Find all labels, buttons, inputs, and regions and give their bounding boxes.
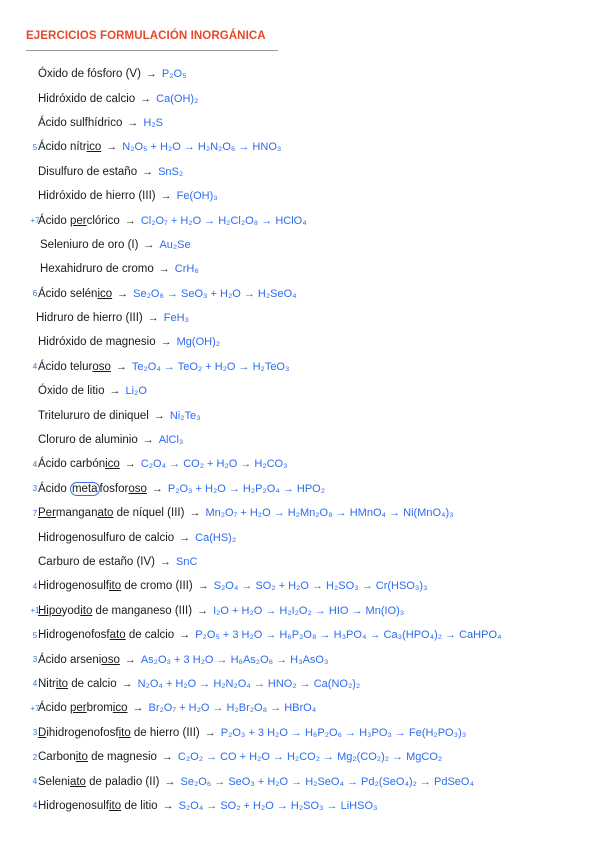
underlined-suffix: ato bbox=[109, 629, 126, 642]
exercise-row bbox=[0, 379, 601, 403]
underlined-suffix: oso bbox=[92, 360, 111, 373]
arrow-icon: → bbox=[142, 434, 154, 447]
name-text: Hidróxido de calcio bbox=[38, 92, 136, 105]
exercise-row bbox=[0, 160, 601, 184]
underlined-suffix: ito bbox=[108, 580, 122, 593]
formula-answer: Li₂O bbox=[125, 385, 147, 398]
arrow-icon: → bbox=[160, 190, 172, 203]
underlined-suffix: Hipo bbox=[38, 604, 62, 617]
arrow-icon: → bbox=[127, 116, 139, 129]
formula-answer: As₂O₃ + 3 H₂O → H₆As₂O₆ → H₃AsO₃ bbox=[140, 653, 329, 666]
name-text: Hidróxido de magnesio bbox=[38, 336, 156, 349]
compound-name bbox=[38, 117, 122, 129]
valence-note: 4 bbox=[32, 362, 38, 372]
name-text: Nitr bbox=[38, 677, 56, 690]
exercise-row bbox=[0, 721, 601, 745]
exercise-row bbox=[0, 355, 601, 379]
name-text: de manganeso (III) bbox=[92, 604, 193, 617]
arrow-icon: → bbox=[132, 702, 144, 715]
formula-answer: SnS₂ bbox=[158, 165, 184, 178]
formula-answer: S₂O₄ → SO₂ + H₂O → H₂SO₃ → Cr(HSO₃)₃ bbox=[213, 580, 428, 593]
name-text: de calcio bbox=[68, 677, 117, 690]
exercise-row bbox=[0, 477, 601, 501]
compound-name bbox=[38, 678, 117, 690]
exercise-row bbox=[0, 184, 601, 208]
valence-note: 5 bbox=[32, 630, 38, 640]
formula-answer: Ca(HS)₂ bbox=[195, 531, 237, 544]
compound-name bbox=[38, 507, 184, 519]
arrow-icon: → bbox=[164, 775, 176, 788]
underlined-suffix: ato bbox=[69, 775, 86, 788]
compound-name bbox=[38, 654, 120, 666]
name-text: Hexahidruro de cromo bbox=[40, 263, 154, 276]
arrow-icon: → bbox=[117, 287, 129, 300]
name-text: mangan bbox=[55, 507, 98, 520]
compound-name bbox=[38, 776, 159, 788]
valence-note: 2 bbox=[32, 752, 38, 762]
formula-answer: AlCl₃ bbox=[158, 434, 184, 447]
formula-answer: Te₂O₄ → TeO₂ + H₂O → H₂TeO₃ bbox=[131, 360, 290, 373]
name-text: de paladio (II) bbox=[85, 775, 160, 788]
arrow-icon: → bbox=[179, 531, 191, 544]
formula-answer: C₂O₂ → CO + H₂O → H₂CO₂ → Mg₂(CO₂)₂ → MgCO₂ bbox=[177, 751, 443, 764]
exercise-row bbox=[0, 86, 601, 110]
compound-name bbox=[38, 580, 193, 592]
valence-note: +7 bbox=[30, 216, 40, 226]
formula-answer: N₂O₄ + H₂O → H₂N₂O₄ → HNO₂ → Ca(NO₂)₂ bbox=[137, 677, 361, 690]
arrow-icon: → bbox=[143, 238, 155, 251]
name-text: de calcio bbox=[125, 629, 175, 642]
name-text: Carbon bbox=[38, 751, 76, 764]
arrow-icon: → bbox=[142, 165, 154, 178]
underlined-suffix: ico bbox=[86, 141, 102, 154]
valence-note: 4 bbox=[32, 459, 38, 469]
name-text: de cromo (III) bbox=[121, 580, 193, 593]
valence-note: +7 bbox=[30, 703, 40, 713]
name-text: Óxido de fósforo (V) bbox=[38, 68, 141, 81]
exercise-row bbox=[0, 672, 601, 696]
underlined-suffix: oso bbox=[101, 653, 120, 666]
name-text: Seleni bbox=[38, 775, 70, 788]
valence-note: 4 bbox=[32, 801, 38, 811]
compound-name bbox=[40, 263, 154, 275]
name-text: de níquel (III) bbox=[113, 507, 185, 520]
valence-note: 5 bbox=[32, 142, 38, 152]
compound-name bbox=[40, 239, 138, 251]
arrow-icon: → bbox=[106, 141, 118, 154]
formula-answer: SnC bbox=[175, 556, 198, 568]
underlined-suffix: ito bbox=[75, 751, 88, 764]
compound-name bbox=[38, 800, 158, 812]
name-text: Hidrogenosulf bbox=[38, 580, 109, 593]
exercise-row bbox=[0, 403, 601, 427]
compound-name bbox=[38, 190, 156, 202]
exercise-row bbox=[0, 696, 601, 720]
name-text: Ácido bbox=[38, 702, 70, 715]
compound-name bbox=[38, 141, 101, 153]
arrow-icon: → bbox=[179, 629, 191, 642]
name-text: de litio bbox=[121, 799, 158, 812]
name-text: Ácido bbox=[38, 482, 70, 495]
formula-answer: Mg(OH)₂ bbox=[176, 336, 221, 349]
arrow-icon: → bbox=[204, 726, 216, 739]
formula-answer: P₂O₃ + H₂O → H₂P₂O₄ → HPO₂ bbox=[167, 482, 326, 495]
compound-name bbox=[38, 434, 138, 446]
arrow-icon: → bbox=[197, 604, 209, 617]
arrow-icon: → bbox=[153, 409, 165, 422]
arrow-icon: → bbox=[197, 580, 209, 593]
name-text: fosf bbox=[91, 629, 110, 642]
underlined-suffix: ito bbox=[108, 799, 122, 812]
compound-name bbox=[38, 215, 120, 227]
name-text: Ácido nítr bbox=[38, 141, 87, 154]
compound-name bbox=[38, 410, 149, 422]
underlined-suffix: D bbox=[38, 726, 47, 739]
name-text: de hierro (III) bbox=[130, 726, 200, 739]
formula-answer: Cl₂O₇ + H₂O → H₂Cl₂O₈ → HClO₄ bbox=[140, 214, 307, 227]
underlined-suffix: ito bbox=[80, 604, 93, 617]
name-text: Cloruro de aluminio bbox=[38, 434, 138, 447]
name-text: Hidrogeno bbox=[38, 629, 92, 642]
valence-note: +1 bbox=[30, 606, 40, 616]
exercise-row bbox=[0, 550, 601, 574]
formula-answer: Se₂O₆ → SeO₃ + H₂O → H₂SeO₄ → Pd₂(SeO₄)₂ → PdSeO₄ bbox=[180, 775, 474, 788]
underlined-suffix: per bbox=[69, 214, 87, 227]
arrow-icon: → bbox=[159, 556, 171, 568]
formula-answer: Mn₂O₇ + H₂O → H₂Mn₂O₈ → HMnO₄ → Ni(MnO₄)₃ bbox=[205, 507, 454, 520]
underlined-suffix: ico bbox=[97, 287, 113, 300]
underlined-suffix: ato bbox=[97, 507, 114, 520]
exercise-row bbox=[0, 745, 601, 769]
name-text: Seleniuro de oro (I) bbox=[40, 238, 139, 251]
formula-answer: P₂O₅ + 3 H₂O → H₆P₂O₈ → H₃PO₄ → Ca₃(HPO₄)₂ → CaHPO₄ bbox=[195, 629, 502, 642]
formula-answer: Se₂O₆ → SeO₃ + H₂O → H₂SeO₄ bbox=[133, 287, 297, 300]
exercise-row bbox=[0, 794, 601, 818]
arrow-icon: → bbox=[109, 385, 121, 398]
compound-name bbox=[38, 556, 155, 568]
arrow-icon: → bbox=[160, 336, 172, 349]
valence-note: 4 bbox=[32, 581, 38, 591]
formula-answer: Au₂Se bbox=[159, 238, 191, 251]
name-text: ihidrogenofosf bbox=[46, 726, 119, 739]
exercise-row bbox=[0, 282, 601, 306]
exercise-row bbox=[0, 452, 601, 476]
compound-name bbox=[38, 385, 104, 397]
arrow-icon: → bbox=[145, 68, 157, 81]
underlined-suffix: ito bbox=[55, 677, 69, 690]
arrow-icon: → bbox=[124, 653, 136, 666]
compound-name bbox=[38, 727, 200, 739]
formula-answer: P₂O₃ + 3 H₂O → H₆P₂O₆ → H₃PO₃ → Fe(H₂PO₃)₃ bbox=[220, 726, 467, 739]
name-text: Hidrogenosulfuro de calcio bbox=[38, 531, 175, 544]
valence-note: 4 bbox=[32, 679, 38, 689]
exercise-row bbox=[0, 501, 601, 525]
exercise-row bbox=[0, 599, 601, 623]
compound-name bbox=[38, 361, 111, 373]
name-text: Ácido telur bbox=[38, 360, 93, 373]
name-text: Óxido de litio bbox=[38, 385, 105, 398]
arrow-icon: → bbox=[151, 482, 163, 495]
exercise-row bbox=[0, 525, 601, 549]
arrow-icon: → bbox=[158, 263, 170, 276]
exercise-row bbox=[0, 135, 601, 159]
name-text: Hidruro de hierro (III) bbox=[36, 312, 143, 325]
name-text: Ácido bbox=[38, 214, 70, 227]
name-text: de magnesio bbox=[87, 751, 157, 764]
name-text: Ácido selén bbox=[38, 287, 98, 300]
compound-name bbox=[38, 702, 128, 714]
arrow-icon: → bbox=[121, 677, 133, 690]
exercise-row bbox=[0, 111, 601, 135]
formula-answer: Fe(OH)₃ bbox=[176, 190, 218, 203]
name-text: Tritelururo de diniquel bbox=[38, 409, 149, 422]
formula-answer: FeH₃ bbox=[163, 312, 189, 325]
title-underline bbox=[26, 50, 278, 51]
exercise-row bbox=[0, 623, 601, 647]
name-text: brom bbox=[86, 702, 113, 715]
exercise-row bbox=[0, 306, 601, 330]
name-text: Disulfuro de estaño bbox=[38, 165, 138, 178]
exercise-row bbox=[0, 428, 601, 452]
compound-name bbox=[38, 336, 156, 348]
formula-answer: P₂O₅ bbox=[161, 68, 187, 81]
exercise-row bbox=[0, 208, 601, 232]
underlined-suffix: ico bbox=[112, 702, 128, 715]
compound-name bbox=[38, 751, 157, 763]
compound-name bbox=[38, 166, 137, 178]
circled-prefix: meta bbox=[71, 482, 98, 495]
formula-answer: N₂O₅ + H₂O → H₂N₂O₆ → HNO₃ bbox=[122, 141, 282, 154]
compound-name bbox=[38, 605, 192, 617]
arrow-icon: → bbox=[161, 751, 173, 764]
name-text: Ácido arseni bbox=[38, 653, 102, 666]
arrow-icon: → bbox=[124, 214, 136, 227]
formula-answer: H₂S bbox=[143, 116, 163, 129]
arrow-icon: → bbox=[140, 92, 152, 105]
exercise-row bbox=[0, 257, 601, 281]
arrow-icon: → bbox=[162, 799, 174, 812]
underlined-suffix: ico bbox=[105, 458, 120, 471]
formula-answer: S₂O₄ → SO₂ + H₂O → H₂SO₃ → LiHSO₃ bbox=[178, 799, 378, 812]
name-text: fosfor bbox=[99, 482, 129, 495]
exercise-row bbox=[0, 647, 601, 671]
name-text: Carburo de estaño (IV) bbox=[38, 556, 155, 568]
formula-answer: Ca(OH)₂ bbox=[156, 92, 199, 105]
valence-note: 3 bbox=[32, 728, 38, 738]
arrow-icon: → bbox=[115, 360, 127, 373]
exercise-row bbox=[0, 574, 601, 598]
underlined-suffix: per bbox=[69, 702, 87, 715]
page-title: EJERCICIOS FORMULACIÓN INORGÁNICA bbox=[26, 30, 266, 42]
formula-answer: Ni₂Te₃ bbox=[169, 409, 201, 422]
valence-note: 4 bbox=[32, 777, 38, 787]
arrow-icon: → bbox=[124, 458, 136, 471]
formula-answer: Br₂O₇ + H₂O → H₂Br₂O₈ → HBrO₄ bbox=[148, 702, 317, 715]
compound-name bbox=[38, 93, 135, 105]
compound-name bbox=[38, 532, 174, 544]
valence-note: 3 bbox=[32, 655, 38, 665]
compound-name bbox=[38, 483, 147, 495]
name-text: Hidrogenosulf bbox=[38, 799, 109, 812]
exercise-row bbox=[0, 62, 601, 86]
underlined-suffix: Per bbox=[38, 507, 56, 520]
name-text: Ácido carbón bbox=[38, 458, 106, 471]
compound-name bbox=[38, 629, 174, 641]
compound-name bbox=[38, 68, 141, 80]
valence-note: 3 bbox=[32, 484, 38, 494]
formula-answer: I₂O + H₂O → H₂I₂O₂ → HIO → Mn(IO)₃ bbox=[213, 604, 405, 617]
formula-answer: CrH₆ bbox=[174, 263, 199, 276]
compound-name bbox=[38, 458, 120, 470]
exercise-row bbox=[0, 330, 601, 354]
exercise-row bbox=[0, 233, 601, 257]
name-text: Hidróxido de hierro (III) bbox=[38, 190, 156, 203]
exercise-row bbox=[0, 769, 601, 793]
underlined-suffix: oso bbox=[128, 482, 147, 495]
underlined-suffix: ito bbox=[118, 726, 131, 739]
formula-answer: C₂O₄ → CO₂ + H₂O → H₂CO₃ bbox=[140, 458, 288, 471]
valence-note: 6 bbox=[32, 289, 38, 299]
name-text: yod bbox=[61, 604, 81, 617]
valence-note: 7 bbox=[32, 508, 38, 518]
arrow-icon: → bbox=[147, 312, 159, 325]
name-text: Ácido sulfhídrico bbox=[38, 116, 123, 129]
exercise-list bbox=[0, 62, 601, 818]
arrow-icon: → bbox=[189, 507, 201, 520]
compound-name bbox=[38, 288, 112, 300]
compound-name bbox=[36, 312, 143, 324]
name-text: clórico bbox=[86, 214, 120, 227]
